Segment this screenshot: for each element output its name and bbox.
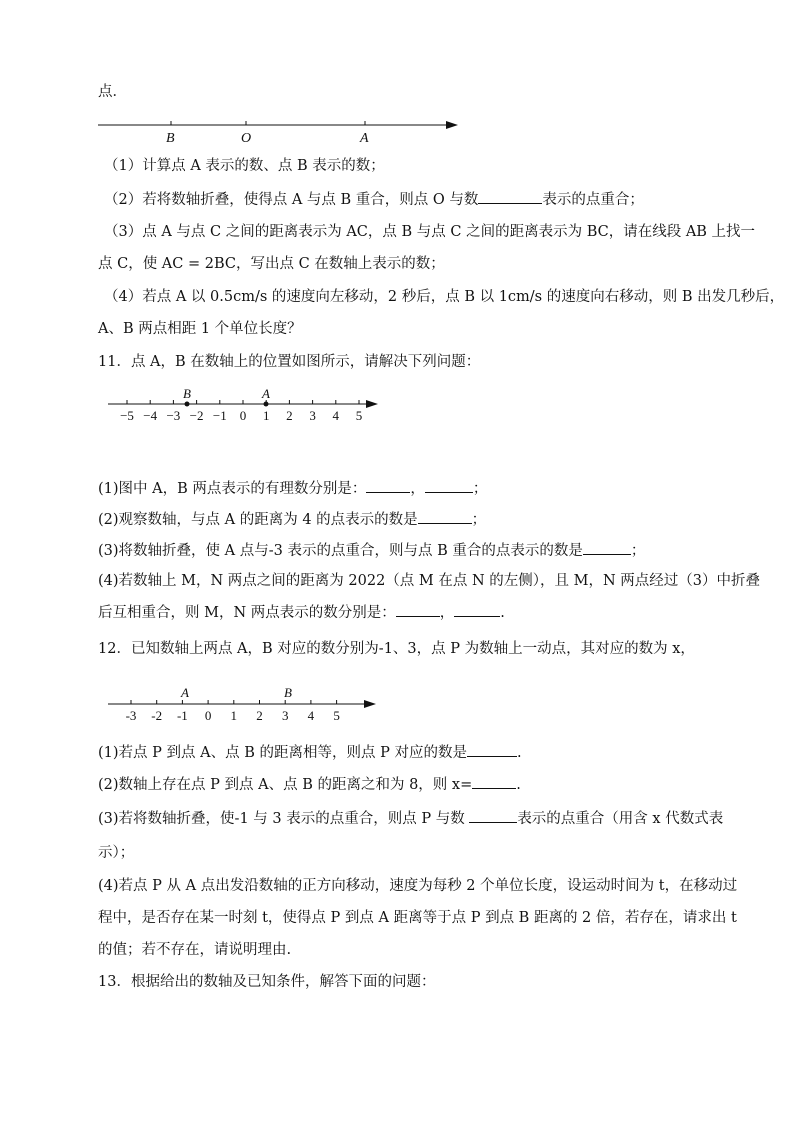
q12-part3-text: (3)若将数轴折叠，使-1 与 3 表示的点重合，则点 P 与数	[98, 811, 470, 827]
tick-label: 5	[333, 708, 340, 723]
label-A: A	[360, 131, 369, 146]
q11-part4-line1: (4)若数轴上 M，N 两点之间的距离为 2022（点 M 在点 N 的左侧），且 M，N 两点经过（3）中折叠	[98, 573, 760, 589]
point-B-label: B	[284, 685, 292, 700]
answer-blank[interactable]	[425, 478, 473, 493]
tick-label: −1	[212, 408, 227, 423]
q12-part4-line2: 程中，是否存在某一时刻 t，使得点 P 到点 A 距离等于点 P 到点 B 距离的 2 倍，若存在，请求出 t	[98, 910, 737, 926]
point-B-dot	[185, 402, 190, 407]
q11-part3-tail: ；	[630, 543, 646, 559]
point-A-dot	[264, 402, 269, 407]
q12-part2-text: (2)数轴上存在点 P 到点 A、点 B 的距离之和为 8，则 x=	[98, 777, 473, 793]
point-A-label: A	[181, 685, 189, 700]
q11-period: .	[500, 605, 505, 621]
label-B: B	[166, 131, 175, 146]
q10-part4-line2: A、B 两点相距 1 个单位长度？	[98, 321, 302, 337]
tick-label: -3	[125, 708, 137, 723]
q12-part3-tail: 表示的点重合（用含 x 代数式表	[517, 811, 724, 827]
tick-label: −4	[143, 408, 158, 423]
q10-part2-tail: 表示的点重合；	[542, 192, 644, 208]
tick-label: 4	[332, 408, 340, 423]
tick-label: 4	[307, 708, 315, 723]
q10-part3-line2: 点 C，使 AC = 2BC，写出点 C 在数轴上表示的数；	[98, 256, 445, 272]
tick-label: 1	[262, 408, 270, 423]
q12-part2-tail: .	[516, 777, 521, 793]
answer-blank[interactable]	[469, 808, 517, 823]
q11-part2-tail: ；	[471, 512, 487, 528]
answer-blank[interactable]	[454, 602, 500, 617]
answer-blank[interactable]	[583, 540, 631, 555]
q12-part1-tail: .	[516, 745, 522, 761]
q11-part2	[98, 509, 486, 530]
q13-stem: 13．根据给出的数轴及已知条件，解答下面的问题：	[98, 974, 436, 990]
tick-label: 2	[286, 408, 293, 423]
tick-label: -2	[151, 708, 163, 723]
q11-part3-text: (3)将数轴折叠，使 A 点与-3 表示的点重合，则与点 B 重合的点表示的数是	[98, 543, 583, 559]
q12-part3-line2: 示）；	[98, 845, 135, 861]
axis-arrow-icon	[364, 700, 376, 708]
q11-part1	[98, 478, 487, 499]
q10-part4-line1: （4）若点 A 以 0.5cm/s 的速度向左移动，2 秒后，点 B 以 1cm/s 的速度向右移动，则 B 出发几秒后，	[104, 289, 785, 305]
tick-label: 1	[230, 708, 238, 723]
tick-label: 3	[309, 408, 316, 423]
q12-part3-line1	[98, 808, 723, 829]
q11-semicolon: ；	[472, 481, 488, 497]
axis-arrow-icon	[446, 121, 458, 129]
answer-blank[interactable]	[467, 742, 517, 757]
q10-part2	[104, 189, 644, 210]
q11-comma: ，	[439, 605, 455, 621]
tick-label: 0	[204, 708, 212, 723]
tick-label: 3	[281, 708, 289, 723]
q12-part1-text: (1)若点 P 到点 A、点 B 的距离相等，则点 P 对应的数是	[98, 745, 467, 761]
q12-part4-line1: (4)若点 P 从 A 点出发沿数轴的正方向移动，速度为每秒 2 个单位长度，设运动时间为 t，在移动过	[98, 878, 738, 894]
q11-part4-text: 后互相重合，则 M，N 两点表示的数分别是：	[98, 605, 396, 621]
answer-blank[interactable]	[418, 509, 472, 524]
answer-blank[interactable]	[366, 478, 410, 493]
top-fragment: 点．	[98, 84, 127, 100]
q12-part4-line3: 的值；若不存在，请说明理由.	[98, 942, 292, 958]
tick-label: -1	[176, 708, 188, 723]
point-B-label: B	[183, 386, 191, 401]
answer-blank[interactable]	[478, 189, 542, 204]
number-line-2	[0, 382, 794, 432]
answer-blank[interactable]	[472, 774, 516, 789]
q11-part2-text: (2)观察数轴，与点 A 的距离为 4 的点表示的数是	[98, 512, 418, 528]
answer-blank[interactable]	[396, 602, 440, 617]
q10-part1: （1）计算点 A 表示的数、点 B 表示的数；	[104, 158, 385, 174]
tick-label: 5	[355, 408, 363, 423]
tick-label: −2	[189, 408, 204, 423]
q11-stem: 11．点 A，B 在数轴上的位置如图所示，请解决下列问题：	[98, 354, 481, 370]
q11-part1-text: (1)图中 A，B 两点表示的有理数分别是：	[98, 481, 367, 497]
tick-label: −5	[120, 408, 134, 423]
number-line-3	[0, 684, 794, 734]
q12-stem: 12．已知数轴上两点 A，B 对应的数分别为-1、3，点 P 为数轴上一动点，其对应的数为 x，	[98, 641, 695, 657]
tick-label: 2	[256, 708, 263, 723]
q12-part2	[98, 774, 521, 795]
tick-label: 0	[239, 408, 247, 423]
q12-part1	[98, 742, 522, 763]
point-A-label: A	[262, 386, 270, 401]
q11-comma: ，	[410, 481, 425, 497]
q11-part4-line2	[98, 602, 505, 623]
number-line-1	[0, 110, 794, 150]
label-O: O	[241, 131, 252, 146]
q11-part3	[98, 540, 645, 561]
q10-part2-text: （2）若将数轴折叠，使得点 A 与点 B 重合，则点 O 与数	[104, 192, 479, 208]
tick-label: −3	[166, 408, 181, 423]
axis-arrow-icon	[366, 400, 378, 408]
q10-part3-line1: （3）点 A 与点 C 之间的距离表示为 AC，点 B 与点 C 之间的距离表示为 BC，请在线段 AB 上找一	[104, 224, 756, 240]
